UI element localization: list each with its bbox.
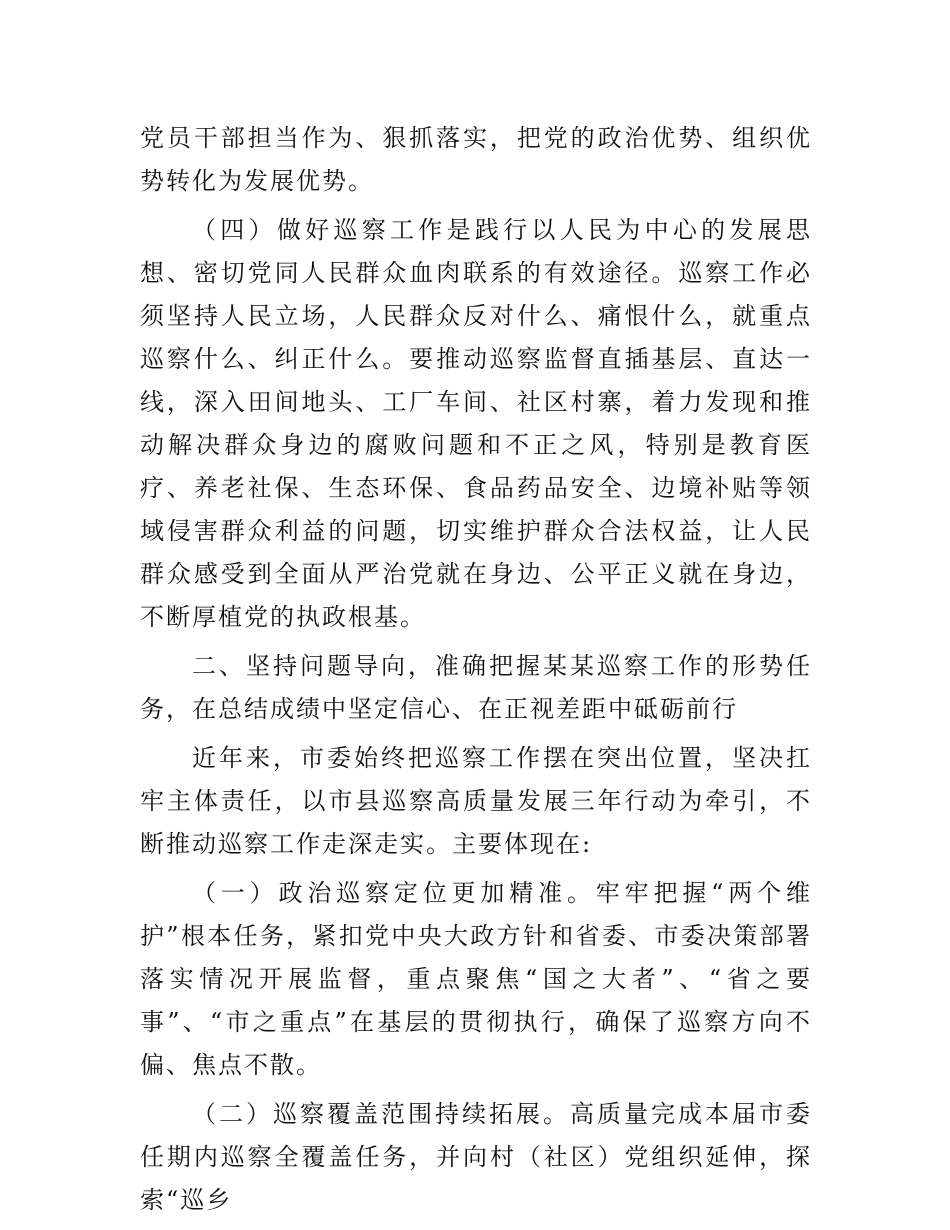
paragraph-point-one: （一）政治巡察定位更加精准。牢牢把握“两个维护”根本任务，紧扣党中央大政方针和省委、市委决策部署落实情况开展监督，重点聚焦“国之大者”、“省之要事”、“市之重点”在基层的贯彻执行，确保了巡察方向不偏、焦点不散。 bbox=[140, 879, 812, 1079]
paragraph-point-two: （二）巡察覆盖范围持续拓展。高质量完成本届市委任期内巡察全覆盖任务，并向村（社区）党组织延伸，探索“巡乡 bbox=[140, 1100, 812, 1214]
document-body bbox=[140, 117, 812, 1222]
section-heading-two: 二、坚持问题导向，准确把握某某巡察工作的形势任务，在总结成绩中坚定信心、在正视差距中砥砺前行 bbox=[140, 652, 812, 723]
paragraph-section-four: （四）做好巡察工作是践行以人民为中心的发展思想、密切党同人民群众血肉联系的有效途径。巡察工作必须坚持人民立场，人民群众反对什么、痛恨什么，就重点巡察什么、纠正什么。要推动巡察监督直插基层、直达一线，深入田间地头、工厂车间、社区村寨，着力发现和推动解决群众身边的腐败问题和不正之风，特别是教育医疗、养老社保、生态环保、食品药品安全、边境补贴等领域侵害群众利益的问题，切实维护群众合法权益，让人民群众感受到全面从严治党就在身边、公平正义就在身边，不断厚植党的执政根基。 bbox=[140, 216, 812, 631]
paragraph-continuation: 党员干部担当作为、狠抓落实，把党的政治优势、组织优势转化为发展优势。 bbox=[140, 124, 812, 195]
paragraph-intro: 近年来，市委始终把巡察工作摆在突出位置，坚决扛牢主体责任，以市县巡察高质量发展三年行动为牵引，不断推动巡察工作走深走实。主要体现在: bbox=[140, 744, 812, 858]
